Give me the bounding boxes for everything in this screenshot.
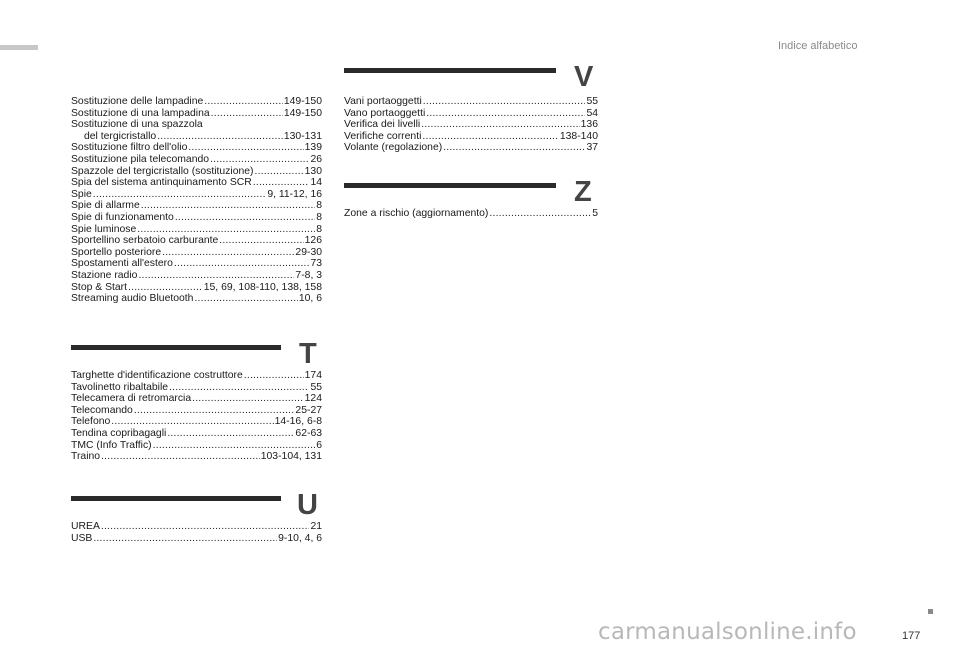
index-entry bbox=[71, 533, 322, 545]
index-entry-text: Sostituzione filtro dell'olio bbox=[71, 142, 188, 154]
index-entry-text: Telefono bbox=[71, 416, 111, 428]
index-entry-text: Spostamenti all'estero bbox=[71, 258, 173, 270]
index-group-z bbox=[344, 208, 598, 220]
letter-t: T bbox=[299, 338, 317, 370]
index-entry-text: Tavolinetto ribaltabile bbox=[71, 381, 169, 393]
index-entry-page: 9, 11-12, 16 bbox=[267, 188, 322, 200]
letter-v: V bbox=[574, 61, 594, 93]
letter-header-t bbox=[71, 340, 324, 372]
index-entry-page: 9-10, 4, 6 bbox=[278, 532, 322, 544]
leader-dots bbox=[137, 224, 315, 236]
index-entry-page: 126 bbox=[304, 235, 322, 247]
index-entry-page: 6 bbox=[316, 439, 322, 451]
letter-divider-t bbox=[71, 345, 281, 350]
index-entry bbox=[71, 189, 322, 201]
page-number: 177 bbox=[902, 630, 921, 642]
index-group-u bbox=[71, 521, 322, 544]
section-title: Indice alfabetico bbox=[778, 40, 858, 52]
index-entry-text: Sportello posteriore bbox=[71, 246, 162, 258]
index-entry-page: 37 bbox=[586, 142, 598, 154]
leader-dots bbox=[204, 96, 283, 108]
index-entry bbox=[71, 370, 322, 382]
index-entry-page: 62-63 bbox=[295, 427, 322, 439]
leader-dots bbox=[210, 154, 309, 166]
index-entry-text: Spie bbox=[71, 188, 92, 200]
leader-dots bbox=[192, 393, 304, 405]
leader-dots bbox=[421, 119, 579, 131]
index-entry bbox=[344, 142, 598, 154]
index-entry bbox=[71, 282, 322, 294]
leader-dots bbox=[175, 212, 315, 224]
index-entry bbox=[71, 382, 322, 394]
index-entry-text: Telecamera di retromarcia bbox=[71, 393, 192, 405]
leader-dots bbox=[93, 533, 277, 545]
index-entry-page: 130-131 bbox=[283, 130, 322, 142]
index-entry-text: Sportellino serbatoio carburante bbox=[71, 235, 219, 247]
leader-dots bbox=[157, 131, 283, 143]
leader-dots bbox=[169, 382, 309, 394]
leader-dots bbox=[443, 142, 585, 154]
index-entry-text: Verifica dei livelli bbox=[344, 119, 421, 131]
index-entry-page: 136 bbox=[580, 119, 598, 131]
index-entry bbox=[71, 224, 322, 236]
index-entry-text: Spie di allarme bbox=[71, 200, 140, 212]
index-entry bbox=[71, 235, 322, 247]
leader-dots bbox=[141, 200, 315, 212]
index-entry-text: Spie luminose bbox=[71, 223, 137, 235]
index-entry-page: 26 bbox=[310, 153, 322, 165]
leader-dots bbox=[422, 131, 558, 143]
index-entry-text: Spia del sistema antinquinamento SCR bbox=[71, 177, 252, 189]
index-entry-text: Vano portaoggetti bbox=[344, 107, 426, 119]
index-entry-page: 174 bbox=[304, 370, 322, 381]
index-entry bbox=[344, 108, 598, 120]
index-entry-text: Vani portaoggetti bbox=[344, 96, 422, 107]
leader-dots bbox=[255, 166, 304, 178]
index-entry-page: 55 bbox=[586, 96, 598, 107]
index-entry bbox=[71, 393, 322, 405]
index-entry bbox=[71, 96, 322, 108]
index-entry bbox=[344, 96, 598, 108]
index-entry-text: UREA bbox=[71, 521, 100, 532]
index-entry-page: 8 bbox=[316, 223, 322, 235]
letter-divider-u bbox=[71, 496, 281, 501]
index-entry-text: Streaming audio Bluetooth bbox=[71, 293, 194, 305]
index-entry-page: 7-8, 3 bbox=[295, 269, 322, 281]
index-entry bbox=[71, 200, 322, 212]
index-entry-page: 14-16, 6-8 bbox=[274, 416, 322, 428]
leader-dots bbox=[153, 440, 316, 452]
index-entry-page: 25-27 bbox=[295, 404, 322, 416]
leader-dots bbox=[219, 235, 303, 247]
index-entry bbox=[71, 177, 322, 189]
leader-dots bbox=[423, 96, 586, 108]
index-entry-text: Sostituzione pila telecomando bbox=[71, 153, 210, 165]
index-entry bbox=[71, 142, 322, 154]
index-entry-page: 8 bbox=[316, 200, 322, 212]
index-entry bbox=[71, 451, 322, 463]
index-entry-text: Sostituzione di una lampadina bbox=[71, 107, 210, 119]
leader-dots bbox=[194, 293, 297, 305]
leader-dots bbox=[188, 142, 303, 154]
index-entry-text: Spazzole del tergicristallo (sostituzione) bbox=[71, 165, 254, 177]
index-entry-text: TMC (Info Traffic) bbox=[71, 439, 152, 451]
index-entry bbox=[71, 108, 322, 120]
index-entry-page: 138-140 bbox=[559, 130, 598, 142]
index-entry-page: 15, 69, 108-110, 138, 158 bbox=[203, 281, 322, 293]
index-entry-text: Volante (regolazione) bbox=[344, 142, 443, 154]
index-group-v bbox=[344, 96, 598, 154]
index-entry-page: 21 bbox=[310, 521, 322, 532]
index-entry-page: 149-150 bbox=[283, 107, 322, 119]
index-entry-text: Tendina copribagagli bbox=[71, 427, 167, 439]
leader-dots bbox=[162, 247, 294, 259]
index-entry-text: Verifiche correnti bbox=[344, 130, 422, 142]
leader-dots bbox=[174, 258, 310, 270]
index-entry-page: 29-30 bbox=[295, 246, 322, 258]
leader-dots bbox=[138, 270, 294, 282]
leader-dots bbox=[253, 177, 310, 189]
leader-dots bbox=[134, 405, 295, 417]
index-group-s bbox=[71, 96, 322, 305]
index-entry-text: Sostituzione di una spazzola bbox=[71, 119, 203, 131]
index-entry-text: Traino bbox=[71, 451, 101, 463]
index-entry bbox=[344, 208, 598, 220]
index-entry bbox=[71, 270, 322, 282]
index-entry-text: Stazione radio bbox=[71, 269, 138, 281]
index-entry-page: 130 bbox=[304, 165, 322, 177]
index-entry-text: Zone a rischio (aggiornamento) bbox=[344, 208, 489, 219]
leader-dots bbox=[111, 416, 273, 428]
letter-header-z bbox=[344, 178, 600, 210]
index-entry-page: 149-150 bbox=[283, 96, 322, 107]
leader-dots bbox=[101, 521, 310, 533]
index-entry-page: 103-104, 131 bbox=[260, 451, 322, 463]
index-entry bbox=[71, 131, 322, 143]
index-entry-page: 139 bbox=[304, 142, 322, 154]
index-entry-text: Stop & Start bbox=[71, 281, 128, 293]
leader-dots bbox=[167, 428, 294, 440]
index-entry bbox=[71, 440, 322, 452]
index-entry bbox=[71, 416, 322, 428]
index-entry bbox=[71, 521, 322, 533]
index-entry-page: 55 bbox=[310, 381, 322, 393]
index-entry-page: 124 bbox=[304, 393, 322, 405]
letter-divider-v bbox=[344, 68, 556, 73]
letter-header-u bbox=[71, 491, 324, 523]
leader-dots bbox=[244, 370, 304, 382]
index-entry-page: 5 bbox=[592, 208, 598, 219]
index-entry bbox=[71, 119, 322, 131]
index-entry-text: USB bbox=[71, 532, 93, 544]
index-entry-text: del tergicristallo bbox=[84, 130, 157, 142]
index-entry bbox=[71, 154, 322, 166]
index-entry-page: 54 bbox=[586, 107, 598, 119]
index-entry-text: Targhette d'identificazione costruttore bbox=[71, 370, 243, 381]
index-entry bbox=[71, 166, 322, 178]
index-entry-page: 14 bbox=[310, 177, 322, 189]
letter-header-v bbox=[344, 63, 600, 95]
index-group-t bbox=[71, 370, 322, 463]
index-entry bbox=[344, 131, 598, 143]
leader-dots bbox=[93, 189, 267, 201]
leader-dots bbox=[101, 451, 260, 463]
corner-mark bbox=[928, 609, 933, 614]
leader-dots bbox=[211, 108, 283, 120]
index-entry bbox=[71, 405, 322, 417]
index-entry-text: Sostituzione delle lampadine bbox=[71, 96, 204, 107]
index-entry-page: 73 bbox=[310, 258, 322, 270]
index-entry bbox=[71, 258, 322, 270]
index-entry-page: 10, 6 bbox=[298, 293, 322, 305]
letter-u: U bbox=[297, 489, 318, 521]
index-entry bbox=[71, 428, 322, 440]
index-entry-page: 8 bbox=[316, 211, 322, 223]
leader-dots bbox=[489, 208, 591, 220]
index-entry-text: Telecomando bbox=[71, 404, 133, 416]
leader-dots bbox=[426, 108, 585, 120]
index-entry bbox=[71, 293, 322, 305]
watermark: carmanualsonline.info bbox=[598, 619, 857, 645]
letter-z: Z bbox=[574, 176, 592, 208]
letter-divider-z bbox=[344, 183, 556, 188]
index-entry bbox=[344, 119, 598, 131]
index-entry-text: Spie di funzionamento bbox=[71, 211, 174, 223]
leader-dots bbox=[128, 282, 203, 294]
index-entry bbox=[71, 247, 322, 259]
index-entry bbox=[71, 212, 322, 224]
index-column-left bbox=[71, 96, 322, 305]
header-bar bbox=[0, 45, 38, 50]
